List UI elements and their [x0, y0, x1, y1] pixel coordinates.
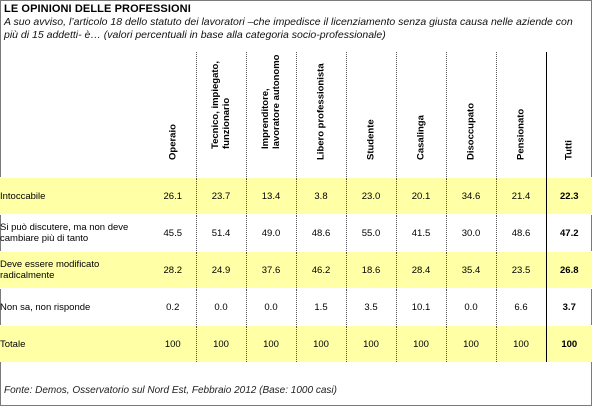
column-header [496, 52, 546, 178]
row-label: Totale [0, 326, 150, 363]
table-cell: 100 [246, 326, 296, 363]
table-cell: 26.1 [150, 178, 196, 215]
table-cell: 45.5 [150, 215, 196, 252]
column-header [150, 52, 196, 178]
table-cell: 0.0 [246, 289, 296, 326]
table-cell: 34.6 [446, 178, 496, 215]
table-cell: 41.5 [396, 215, 446, 252]
table-cell: 10.1 [396, 289, 446, 326]
figure-title: LE OPINIONI DELLE PROFESSIONI [4, 3, 191, 15]
table-cell: 28.2 [150, 252, 196, 289]
table-cell: 48.6 [296, 215, 346, 252]
table-cell: 13.4 [246, 178, 296, 215]
table-cell: 23.5 [496, 252, 546, 289]
table-cell: 100 [546, 326, 592, 363]
table-cell: 47.2 [546, 215, 592, 252]
table-cell: 100 [446, 326, 496, 363]
column-header-row [0, 52, 592, 178]
table-cell: 46.2 [296, 252, 346, 289]
row-label: Non sa, non risponde [0, 289, 150, 326]
column-header-label: Studente [365, 119, 377, 160]
table-cell: 23.7 [196, 178, 246, 215]
column-header-label: Libero professionista [315, 63, 327, 160]
column-header [396, 52, 446, 178]
column-header [196, 52, 246, 178]
table-row [0, 252, 592, 289]
table-cell: 100 [150, 326, 196, 363]
table-cell: 0.0 [196, 289, 246, 326]
table-cell: 51.4 [196, 215, 246, 252]
column-header-label: Pensionato [515, 108, 527, 160]
table-cell: 3.8 [296, 178, 346, 215]
table-cell: 35.4 [446, 252, 496, 289]
table-cell: 23.0 [346, 178, 396, 215]
column-header-label: Operaio [167, 124, 179, 160]
table-cell: 48.6 [496, 215, 546, 252]
column-header [446, 52, 496, 178]
column-header-label: Casalinga [415, 115, 427, 160]
table-cell: 22.3 [546, 178, 592, 215]
table-cell: 26.8 [546, 252, 592, 289]
table-cell: 30.0 [446, 215, 496, 252]
table-cell: 3.5 [346, 289, 396, 326]
table-row [0, 215, 592, 252]
figure-subtitle: A suo avviso, l’articolo 18 dello statuto dei lavoratori –che impedisce il licenziamento senza giusta causa nelle aziende con più di 15 addetti- è… (valori percentuali in base alla categoria socio-professionale) [4, 16, 573, 41]
table-cell: 21.4 [496, 178, 546, 215]
column-header [246, 52, 296, 178]
table-cell: 100 [196, 326, 246, 363]
table-cell: 20.1 [396, 178, 446, 215]
table-cell: 100 [496, 326, 546, 363]
table-cell: 18.6 [346, 252, 396, 289]
table-row [0, 326, 592, 363]
table-row [0, 289, 592, 326]
row-label: Deve essere modificato radicalmente [0, 252, 150, 289]
table-cell: 24.9 [196, 252, 246, 289]
table-row [0, 178, 592, 215]
table-cell: 100 [346, 326, 396, 363]
column-header-label: Tutti [563, 140, 575, 160]
row-label-header [0, 52, 150, 178]
table-cell: 0.0 [446, 289, 496, 326]
table-cell: 37.6 [246, 252, 296, 289]
source-note: Fonte: Demos, Osservatorio sul Nord Est, Febbraio 2012 (Base: 1000 casi) [4, 385, 337, 396]
column-header-label: Tecnico, impiegato, funzionario [210, 61, 232, 149]
column-header [346, 52, 396, 178]
data-table [0, 52, 592, 362]
column-header-label: Disoccupato [465, 102, 477, 160]
table-cell: 55.0 [346, 215, 396, 252]
table-cell: 6.6 [496, 289, 546, 326]
column-header [546, 52, 592, 178]
table-cell: 1.5 [296, 289, 346, 326]
row-label: Si può discutere, ma non deve cambiare più di tanto [0, 215, 150, 252]
table-cell: 3.7 [546, 289, 592, 326]
table-cell: 100 [396, 326, 446, 363]
row-label: Intoccabile [0, 178, 150, 215]
table-cell: 100 [296, 326, 346, 363]
column-header [296, 52, 346, 178]
table-cell: 0.2 [150, 289, 196, 326]
table-cell: 49.0 [246, 215, 296, 252]
table-cell: 28.4 [396, 252, 446, 289]
column-header-label: Imprenditore, lavoratore autonomo [260, 54, 282, 149]
